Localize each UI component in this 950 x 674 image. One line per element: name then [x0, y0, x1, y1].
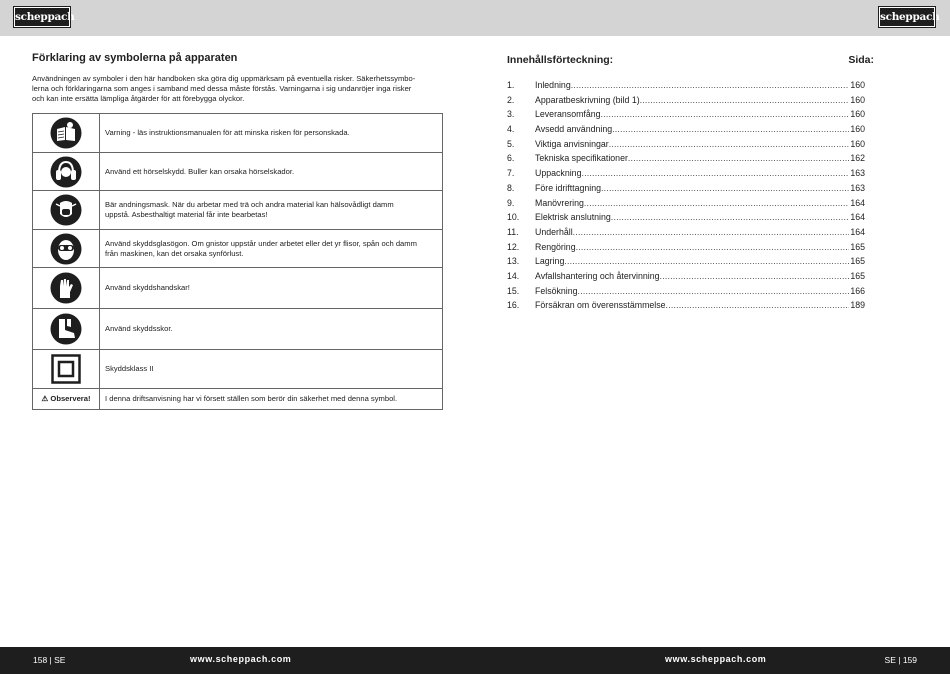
toc-item-page: 164 [850, 226, 865, 237]
toc-item[interactable] [507, 256, 865, 271]
toc-leader-dots [601, 183, 849, 193]
footer-bar [0, 647, 950, 674]
toc-leader-dots [578, 286, 849, 296]
toc-leader-dots [640, 95, 849, 105]
toc-leader-dots [609, 139, 849, 149]
toc-item-title: Lagring [535, 256, 565, 267]
symbol-row [33, 153, 443, 191]
toc-item-number: 10. [507, 212, 520, 223]
warning-triangle-icon: ⚠ [41, 394, 49, 403]
toc-item-title: Avsedd användning [535, 124, 613, 135]
toc-item-number: 16. [507, 300, 520, 311]
section-title: Förklaring av symbolerna på apparaten [32, 52, 238, 64]
website-link-left[interactable]: www.scheppach.com [190, 654, 292, 664]
intro-text: Användningen av symboler i den här handboken ska göra dig uppmärksam på eventuella risker. Säkerhetssymbo- lerna och förklaringarna som anges i samband med dessa måste förstås. Varningarna i sig undanröjer inga risker och kan inte ersätta lämpliga åtgärder för att förebygga olyckor. [32, 74, 416, 104]
symbol-row [33, 268, 443, 309]
toc-leader-dots [628, 153, 849, 163]
toc-item-title: Inledning [535, 80, 571, 90]
symbol-row [33, 230, 443, 268]
symbol-description: Varning - läs instruktionsmanualen för att minska risken för personskada. [105, 128, 350, 137]
toc-item-page: 164 [850, 197, 865, 208]
toc-item-number: 14. [507, 270, 520, 281]
symbol-description: från maskinen, kan det orsaka synförlust. [105, 248, 244, 258]
toc-item-page: 165 [850, 270, 865, 281]
safety-gloves-icon [50, 272, 82, 304]
toc-item-page: 160 [850, 138, 865, 149]
toc-item-number: 11. [507, 226, 519, 237]
toc-leader-dots [611, 212, 849, 222]
toc-item-number: 9. [507, 197, 515, 208]
toc-leader-dots [576, 242, 849, 252]
toc-item[interactable] [507, 271, 865, 286]
website-link-right[interactable]: www.scheppach.com [665, 654, 767, 664]
symbol-description: Använd skyddsglasögon. Om gnistor uppstår under arbetet eller det yr flisor, spån och damm [105, 238, 417, 248]
table-of-contents [507, 54, 874, 315]
symbol-description: Skyddsklass II [105, 364, 154, 373]
toc-item-number: 6. [507, 153, 515, 164]
symbol-description: uppstå. Asbesthaltigt material får inte bearbetas! [105, 210, 268, 219]
page-number-right: SE | 159 [884, 655, 917, 665]
toc-item-number: 7. [507, 168, 515, 179]
toc-item-number: 13. [507, 256, 520, 267]
symbol-row [33, 191, 443, 230]
toc-item[interactable] [507, 124, 865, 139]
toc-item[interactable] [507, 286, 865, 301]
toc-title: Innehållsförteckning: [507, 54, 614, 66]
toc-item-page: 166 [850, 285, 865, 296]
toc-leader-dots [660, 271, 849, 281]
toc-leader-dots [571, 80, 849, 90]
scheppach-logo-left: scheppach [14, 7, 70, 27]
toc-item[interactable] [507, 80, 865, 95]
toc-item-page: 189 [850, 300, 865, 311]
toc-item[interactable] [507, 183, 865, 198]
toc-item-number: 2. [507, 94, 515, 105]
read-manual-icon [50, 117, 82, 149]
toc-item-number: 15. [507, 285, 520, 296]
toc-item-number: 1. [507, 80, 515, 90]
toc-item-page: 165 [850, 241, 865, 252]
toc-item-page: 160 [850, 80, 865, 90]
toc-item-page: 162 [850, 153, 865, 164]
toc-page-label: Sida: [848, 54, 874, 66]
toc-item-page: 163 [850, 182, 865, 193]
toc-item-number: 12. [507, 241, 520, 252]
toc-item-number: 5. [507, 138, 515, 149]
respirator-mask-icon [50, 194, 82, 226]
toc-item-page: 165 [850, 256, 865, 267]
toc-list [507, 80, 865, 315]
toc-header [507, 54, 874, 68]
symbols-section [32, 52, 443, 105]
toc-leader-dots [612, 124, 849, 134]
toc-item-page: 164 [850, 212, 865, 223]
note-label: Observera! [50, 394, 91, 403]
toc-item[interactable] [507, 109, 865, 124]
toc-item-page: 160 [850, 94, 865, 105]
page-number-left: 158 | SE [33, 655, 66, 665]
toc-item-title: Elektrisk anslutning [535, 212, 611, 223]
toc-leader-dots [581, 168, 849, 178]
symbol-row [33, 309, 443, 350]
symbols-table [32, 113, 443, 410]
symbol-description: Använd skyddsskor. [105, 324, 173, 333]
toc-item[interactable] [507, 139, 865, 154]
toc-item-page: 160 [850, 124, 865, 135]
toc-item-title: Försäkran om överensstämmelse [535, 300, 666, 311]
toc-leader-dots [573, 227, 849, 237]
symbol-row [33, 350, 443, 389]
toc-item-title: Uppackning [535, 168, 582, 179]
toc-leader-dots [564, 256, 849, 266]
toc-item-title: Viktiga anvisningar [535, 138, 609, 149]
toc-item-title: Tekniska specifikationer [535, 153, 628, 164]
symbol-row [33, 114, 443, 153]
toc-item-title: Apparatbeskrivning (bild 1) [535, 94, 640, 105]
header-bar [0, 0, 950, 36]
toc-item[interactable] [507, 198, 865, 213]
protection-class-ii-icon [51, 354, 81, 384]
toc-item[interactable] [507, 212, 865, 227]
toc-item-title: Manövrering [535, 197, 584, 208]
toc-leader-dots [601, 109, 849, 119]
symbol-description: Använd skyddshandskar! [105, 283, 190, 292]
note-row [33, 389, 443, 410]
note-text: I denna driftsanvisning har vi försett ställen som berör din säkerhet med denna symbol. [105, 394, 398, 403]
ear-protection-icon [50, 156, 82, 188]
toc-item-number: 4. [507, 124, 515, 135]
symbol-description: Bär andningsmask. När du arbetar med trä och andra material kan hälsovådligt damm [105, 200, 394, 209]
toc-item[interactable] [507, 95, 865, 110]
toc-item-title: Avfallshantering och återvinning [535, 270, 660, 281]
toc-item[interactable] [507, 153, 865, 168]
toc-item-number: 3. [507, 109, 515, 120]
toc-item[interactable] [507, 300, 865, 315]
toc-item-title: Felsökning [535, 285, 578, 296]
toc-item[interactable] [507, 168, 865, 183]
toc-item-page: 163 [850, 168, 865, 179]
toc-item-title: Leveransomfång [535, 109, 601, 120]
toc-item-number: 8. [507, 182, 515, 193]
safety-goggles-icon [50, 233, 82, 265]
toc-item-title: Före idrifttagning [535, 182, 602, 193]
toc-item[interactable] [507, 242, 865, 257]
toc-item-title: Rengöring [535, 241, 576, 252]
toc-leader-dots [666, 300, 849, 310]
toc-leader-dots [584, 198, 849, 208]
toc-item-page: 160 [850, 109, 865, 120]
scheppach-logo-right: scheppach [879, 7, 935, 27]
toc-item-title: Underhåll [535, 226, 573, 237]
symbol-description: Använd ett hörselskydd. Buller kan orsaka hörselskador. [105, 166, 295, 176]
safety-shoes-icon [50, 313, 82, 345]
toc-item[interactable] [507, 227, 865, 242]
